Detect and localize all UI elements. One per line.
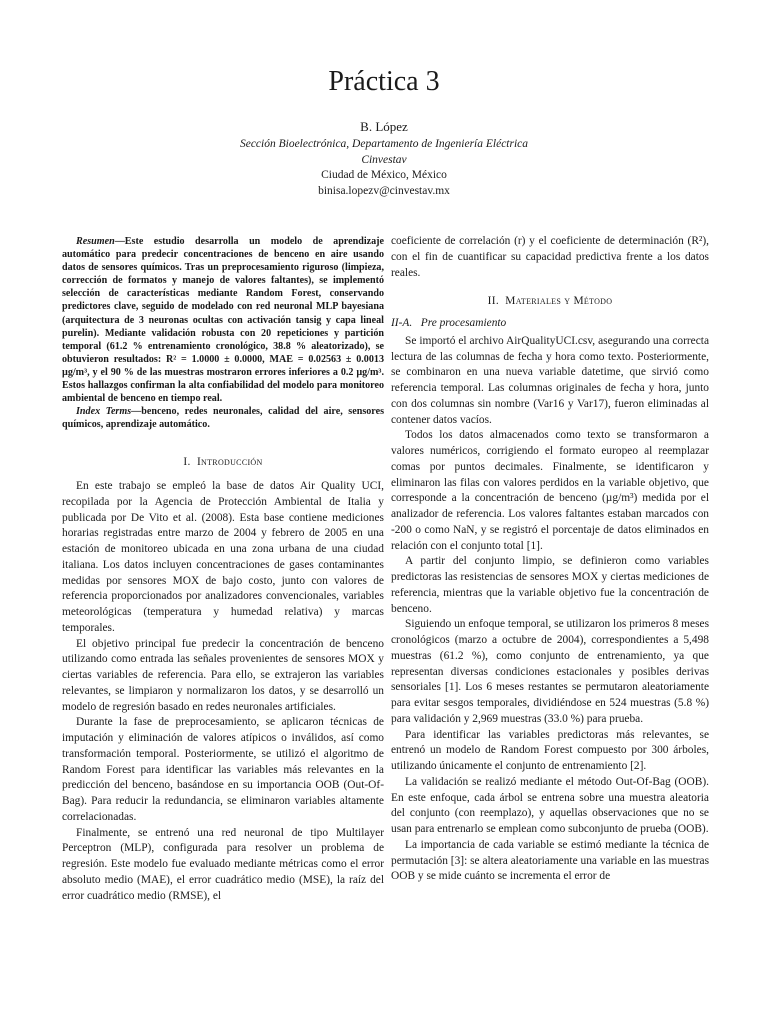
methods-paragraph: La importancia de cada variable se estimó mediante la técnica de permutación [3]: se altera aleatoriamente una variable en las muestras OOB y se mide cuánto se incrementa el error de bbox=[391, 838, 709, 883]
subsection-heading-preprocessing bbox=[391, 316, 709, 332]
left-column bbox=[62, 235, 384, 904]
section-heading-introduction bbox=[62, 455, 384, 471]
intro-paragraph: Finalmente, se entrenó una red neuronal de tipo Multilayer Perceptron (MLP), configurada para resolver un problema de regresión. Este modelo fue evaluado mediante métricas como el error absoluto medio (MAE), el error cuadrático medio (MSE), la raíz del error cuadrático medio (RMSE), el bbox=[62, 826, 384, 902]
author-affiliation bbox=[0, 137, 768, 199]
section-title: Introducción bbox=[196, 456, 263, 469]
paper-title: Práctica 3 bbox=[328, 66, 440, 97]
index-terms-label: Index Terms bbox=[76, 406, 132, 418]
subsection-number: II-A. bbox=[391, 317, 413, 329]
section-title: Materiales y Método bbox=[505, 295, 613, 308]
section-number: II. bbox=[487, 295, 499, 308]
methods-paragraph: La validación se realizó mediante el método Out-Of-Bag (OOB). En este enfoque, cada árbol se entrena sobre una muestra aleatoria del conjunto (con reemplazo), y aquellas observaciones que no se usan para entrenarlo se emplean como subconjunto de prueba (OOB). bbox=[391, 775, 709, 835]
subsection-title: Pre procesamiento bbox=[420, 317, 507, 329]
abstract-label: Resumen bbox=[76, 236, 115, 247]
methods-paragraph: Se importó el archivo AirQualityUCI.csv, asegurando una correcta lectura de las columnas de fecha y hora como texto. Posteriormente, se combinaron en una nueva variable datetime, que sirvió como referencia temporal. Las columnas originales de fecha y hora, junto con dos columnas sin nombre (Var16 y Var17), fueron eliminadas al contener datos vacíos. bbox=[391, 334, 709, 426]
affiliation-city: Ciudad de México, México bbox=[321, 169, 447, 182]
affiliation-institution: Cinvestav bbox=[361, 153, 407, 166]
abstract-text: —Este estudio desarrolla un modelo de aprendizaje automático para predecir concentraciones de benceno en aire usando datos de sensores químicos. Tras un preprocesamiento riguroso (limpieza, corrección de formatos y manejo de valores faltantes), se implementó selección de características mediante Random Forest, conservando predictores clave, seguido de modelado con red neuronal MLP bayesiana (arquitectura de 3 neuronas ocultas con activación tansig y capa lineal purelin). Mediante validación robusta con 20 repeticiones y partición temporal (61.2 % entrenamiento cronológico, 38.8 % aleatorizado), se obtuvieron resultados: R² = 1.0000 ± 0.0000, MAE = 0.02563 ± 0.0013 µg/m³, y el 90 % de las muestras mostraron errores inferiores a 0.2 µg/m³. Estos hallazgos confirman la alta confiabilidad del modelo para monitoreo ambiental de benceno en tiempo real. bbox=[62, 236, 384, 405]
intro-paragraph: En este trabajo se empleó la base de datos Air Quality UCI, recopilada por la Agencia de Protección Ambiental de Italia y publicada por De Vito et al. (2008). Esta base contiene mediciones horarias registradas entre marzo de 2004 y febrero de 2005 en una estación de monitoreo ubicada en una zona urbana de una ciudad italiana. Los datos incluyen concentraciones de gases contaminantes medidas por sensores MOX de bajo costo, junto con valores de referencia proporcionados por analizadores convencionales, variables meteorológicas (temperatura y humedad relativa) y marcas temporales. bbox=[62, 480, 384, 634]
right-column bbox=[391, 234, 709, 885]
methods-paragraph: Para identificar las variables predictoras más relevantes, se entrenó un modelo de Random Forest compuesto por 300 árboles, utilizando únicamente el conjunto de entrenamiento [2]. bbox=[391, 728, 709, 772]
intro-continuation: coeficiente de correlación (r) y el coeficiente de determinación (R²), con el fin de cuantificar su capacidad predictiva frente a los datos reales. bbox=[391, 235, 709, 279]
methods-paragraph: A partir del conjunto limpio, se definieron como variables predictoras las resistencias de sensores MOX y ciertas mediciones de referencia, mientras que la variable objetivo fue la concentración de benceno. bbox=[391, 555, 709, 615]
affiliation-department: Sección Bioelectrónica, Departamento de Ingeniería Eléctrica bbox=[239, 138, 529, 150]
methods-paragraph: Todos los datos almacenados como texto se transformaron a valores numéricos, corrigiendo el formato europeo al reemplazar comas por puntos decimales. Finalmente, se identificaron y eliminaron las filas con valores perdidos en la variable objetivo, que corresponde a la concentración de benceno (µg/m³) medida por el analizador de referencia. Los valores faltantes estaban marcados con -200 o como NaN, y se registró el porcentaje de datos eliminados en relación con el conjunto total [1]. bbox=[391, 429, 709, 552]
intro-paragraph: El objetivo principal fue predecir la concentración de benceno utilizando como entrada las señales provenientes de sensores MOX y ciertas variables de referencia. Para ello, se extrajeron las variables relevantes, se limpiaron y normalizaron los datos, y se desarrolló un modelo de regresión basado en redes neuronales artificiales. bbox=[62, 637, 384, 713]
methods-paragraph: Siguiendo un enfoque temporal, se utilizaron los primeros 8 meses cronológicos (marzo a octubre de 2004), correspondientes a 5,498 muestras (61.2 %), como conjunto de entrenamiento, ya que representan diversas condiciones estacionales y posibles derivas sensoriales [1]. Los 6 meses restantes se permutaron aleatoriamente para evitar sesgos temporales, dividiéndose en 524 muestras (5.8 %) para validación y 2,969 muestras (33.0 %) para prueba. bbox=[391, 618, 709, 725]
author-name: B. López bbox=[360, 119, 408, 134]
section-heading-methods bbox=[391, 294, 709, 310]
abstract bbox=[62, 235, 384, 405]
author-email: binisa.lopezv@cinvestav.mx bbox=[318, 184, 450, 197]
intro-paragraph: Durante la fase de preprocesamiento, se aplicaron técnicas de imputación y eliminación de valores atípicos o inválidos, así como transformación temporal. Posteriormente, se utilizó el algoritmo de Random Forest para identificar las variables más relevantes en la predicción del benceno, basándose en su importancia OOB (Out-Of-Bag). Para reducir la redundancia, se eliminaron variables altamente correlacionadas. bbox=[62, 716, 384, 823]
index-terms bbox=[62, 405, 384, 431]
section-number: I. bbox=[183, 456, 191, 469]
index-terms-text: —benceno, redes neuronales, calidad del aire, sensores químicos, aprendizaje automático. bbox=[62, 406, 384, 431]
